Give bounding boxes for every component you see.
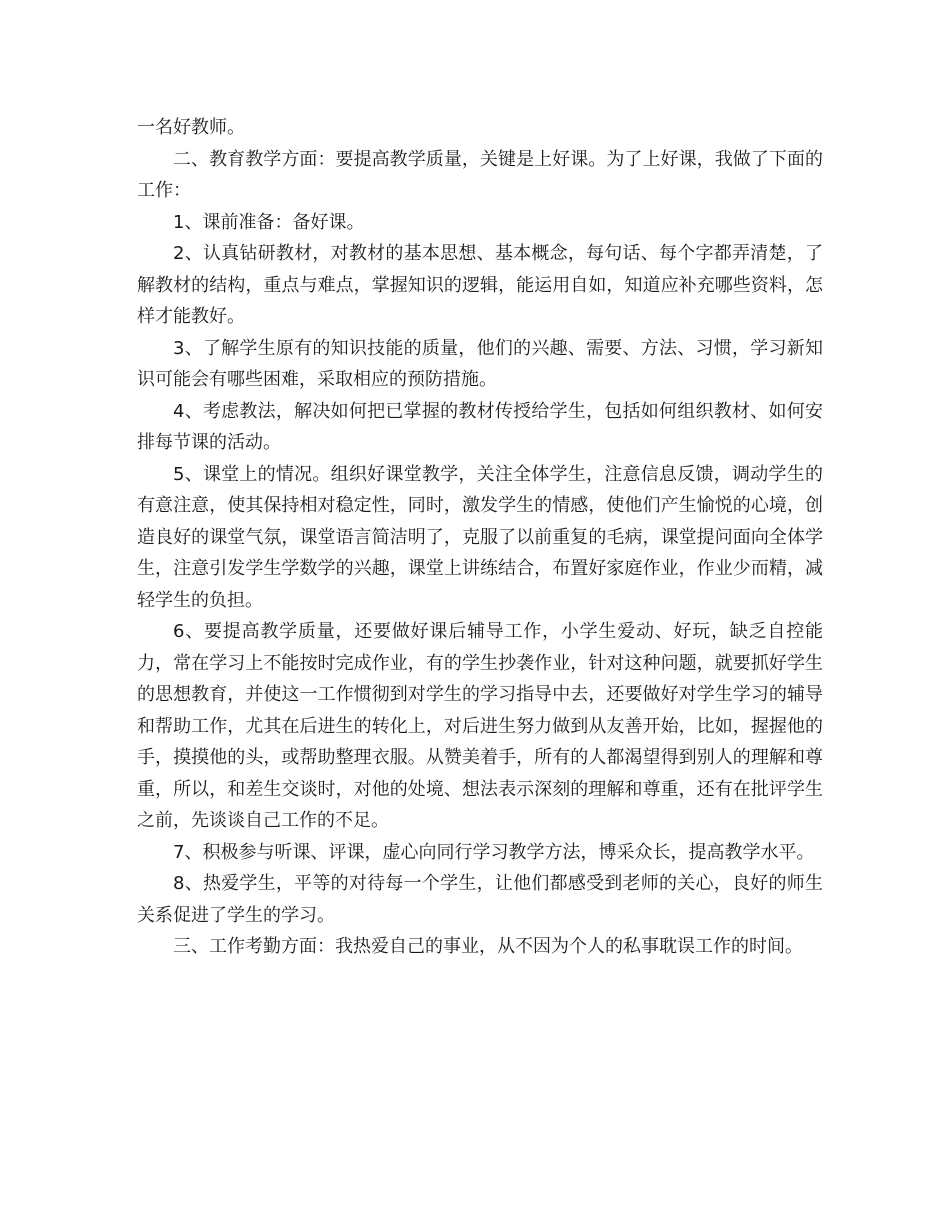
paragraph-item-2: 2、认真钻研教材，对教材的基本思想、基本概念，每句话、每个字都弄清楚，了解教材的结构，重点与难点，掌握知识的逻辑，能运用自如，知道应补充哪些资料，怎样才能教好。 — [137, 243, 823, 327]
paragraph-item-7: 7、积极参与听课、评课，虚心向同行学习教学方法，博采众长，提高教学水平。 — [173, 841, 815, 863]
paragraph-item-6: 6、要提高教学质量，还要做好课后辅导工作，小学生爱动、好玩，缺乏自控能力，常在学习上不能按时完成作业，有的学生抄袭作业，针对这种问题，就要抓好学生的思想教育，并使这一工作惯彻到对学生的学习指导中去，还要做好对学生学习的辅导和帮助工作，尤其在后进生的转化上，对后进生努力做到从友善开始，比如，握握他的手，摸摸他的头，或帮助整理衣服。从赞美着手，所有的人都渴望得到别人的理解和尊重，所以，和差生交谈时，对他的处境、想法表示深刻的理解和尊重，还有在批评学生之前，先谈谈自己工作的不足。 — [137, 621, 823, 831]
paragraph-item-1: 1、课前准备：备好课。 — [173, 211, 365, 233]
paragraph-item-5: 5、课堂上的情况。组织好课堂教学，关注全体学生，注意信息反馈，调动学生的有意注意，使其保持相对稳定性，同时，激发学生的情感，使他们产生愉悦的心境，创造良好的课堂气氛，课堂语言简洁明了，克服了以前重复的毛病，课堂提问面向全体学生，注意引发学生学数学的兴趣，课堂上讲练结合，布置好家庭作业，作业少而精，减轻学生的负担。 — [137, 463, 823, 611]
paragraph-item-3: 3、了解学生原有的知识技能的质量，他们的兴趣、需要、方法、习惯，学习新知识可能会有哪些困难，采取相应的预防措施。 — [137, 337, 823, 390]
paragraph-section-attendance: 三、工作考勤方面：我热爱自己的事业，从不因为个人的私事耽误工作的时间。 — [173, 936, 803, 957]
paragraph-continuation: 一名好教师。 — [137, 117, 245, 138]
paragraph-item-4: 4、考虑教法，解决如何把已掌握的教材传授给学生，包括如何组织教材、如何安排每节课的活动。 — [137, 400, 823, 453]
paragraph-item-8: 8、热爱学生，平等的对待每一个学生，让他们都感受到老师的关心，良好的师生关系促进了学生的学习。 — [137, 873, 823, 926]
paragraph-section-teaching: 二、教育教学方面：要提高教学质量，关键是上好课。为了上好课，我做了下面的工作： — [137, 148, 823, 201]
document-page — [137, 112, 823, 963]
